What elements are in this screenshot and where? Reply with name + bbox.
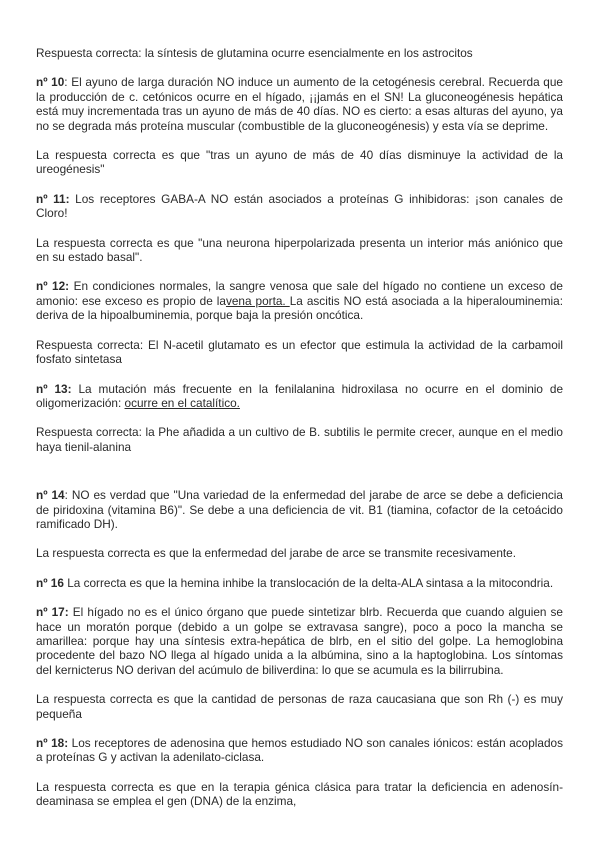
paragraph-p1: [36, 46, 563, 60]
paragraph-p9: [36, 425, 563, 454]
text-segment: : El ayuno de larga duración NO induce un aumento de la cetogénesis cerebral. Recuerda que la producción de c. cetónicos ocurre en el hígado, ¡¡jamás en el SN! La gluconeogénesis hepática está muy incrementada tras un ayuno de más de 40 días. NO es cierto: a esas alturas del ayuno, ya no se degrada más proteína muscular (combustible de la gluconeogénesis) y esta vía se deprime.: [36, 75, 563, 133]
question-number: nº 13:: [36, 381, 72, 396]
paragraph-p8: [36, 382, 563, 411]
paragraph-p16: [36, 780, 563, 809]
text-segment: En condiciones normales, la sangre venosa que sale del hígado no contiene un exceso de amonio: ese exceso es propio de la: [36, 279, 563, 308]
text-segment: Respuesta correcta: la síntesis de glutamina ocurre esencialmente en los astrocitos: [36, 46, 473, 60]
text-segment: Los receptores de adenosina que hemos estudiado NO son canales iónicos: están acoplados a proteínas G y activan la adenilato-ciclasa.: [36, 736, 563, 765]
paragraph-p14: [36, 692, 563, 721]
paragraph-p3: [36, 148, 563, 177]
paragraph-p5: [36, 236, 563, 265]
text-segment: : NO es verdad que "Una variedad de la enfermedad del jarabe de arce se debe a deficiencia de piridoxina (vitamina B6)". Se debe a una deficiencia de vit. B1 (tiamina, cofactor de la cetoácido ramificado DH).: [36, 488, 563, 531]
paragraph-p15: [36, 736, 563, 765]
text-segment: Respuesta correcta: la Phe añadida a un cultivo de B. subtilis le permite crecer, aunque en el medio haya tienil-alanina: [36, 425, 563, 454]
underlined-text: ocurre en el catalítico.: [124, 395, 240, 410]
paragraph-p6: [36, 279, 563, 322]
paragraph-p7: [36, 338, 563, 367]
text-segment: La respuesta correcta es que "tras un ayuno de más de 40 días disminuye la actividad de la ureogénesis": [36, 148, 563, 177]
text-segment: La respuesta correcta es que en la terapia génica clásica para tratar la deficiencia en adenosín-deaminasa se emplea el gen (DNA) de la enzima,: [36, 779, 563, 809]
underlined-text: vena porta.: [225, 293, 290, 308]
text-segment: La respuesta correcta es que la cantidad de personas de raza caucasiana que son Rh (-) es muy pequeña: [36, 692, 563, 721]
question-number: nº 18:: [36, 736, 69, 750]
text-segment: Los receptores GABA-A NO están asociados a proteínas G inhibidoras: ¡son canales de Cloro!: [36, 191, 563, 221]
question-number: nº 17:: [36, 605, 69, 620]
paragraph-p12: [36, 576, 563, 590]
paragraph-p13: [36, 605, 563, 677]
text-segment: La respuesta correcta es que la enfermedad del jarabe de arce se transmite recesivamente.: [36, 546, 517, 561]
question-number: nº 10: [36, 75, 65, 90]
question-number: nº 12:: [36, 279, 70, 294]
text-segment: La respuesta correcta es que "una neurona hiperpolarizada presenta un interior más aniónico que en su estado basal".: [36, 235, 563, 265]
paragraph-p11: [36, 546, 563, 560]
document-page: [36, 46, 563, 824]
text-segment: El hígado no es el único órgano que puede sintetizar blrb. Recuerda que cuando alguien se hace un moratón porque (debido a un golpe se extravasa sangre), poco a poco la mancha se amarillea: porque hay una síntesis extra-hepática de blrb, en el sitio del golpe. La hemoglobina procedente del bazo NO llega al hígado unida a la albúmina, sino a la haptoglobina. Los síntomas del kernicterus NO derivan del acúmulo de biliverdina: lo que se acumula es la bilirrubina.: [36, 605, 563, 677]
text-segment: La mutación más frecuente en la fenilalanina hidroxilasa no ocurre en el dominio de oligomerización:: [36, 381, 564, 410]
paragraph-p10: [36, 488, 563, 531]
text-segment: La correcta es que la hemina inhibe la translocación de la delta-ALA sintasa a la mitocondria.: [63, 575, 554, 590]
question-number: nº 16: [36, 575, 64, 590]
paragraph-p2: [36, 75, 563, 133]
question-number: nº 14: [36, 488, 65, 503]
paragraph-p4: [36, 192, 563, 221]
question-number: nº 11:: [36, 191, 70, 206]
text-segment: La ascitis NO está asociada a la hiperalouminemia: deriva de la hipoalbuminemia, porque baja la presión oncótica.: [36, 293, 563, 323]
text-segment: Respuesta correcta: El N-acetil glutamato es un efector que estimula la actividad de la carbamoil fosfato sintetasa: [36, 337, 563, 367]
